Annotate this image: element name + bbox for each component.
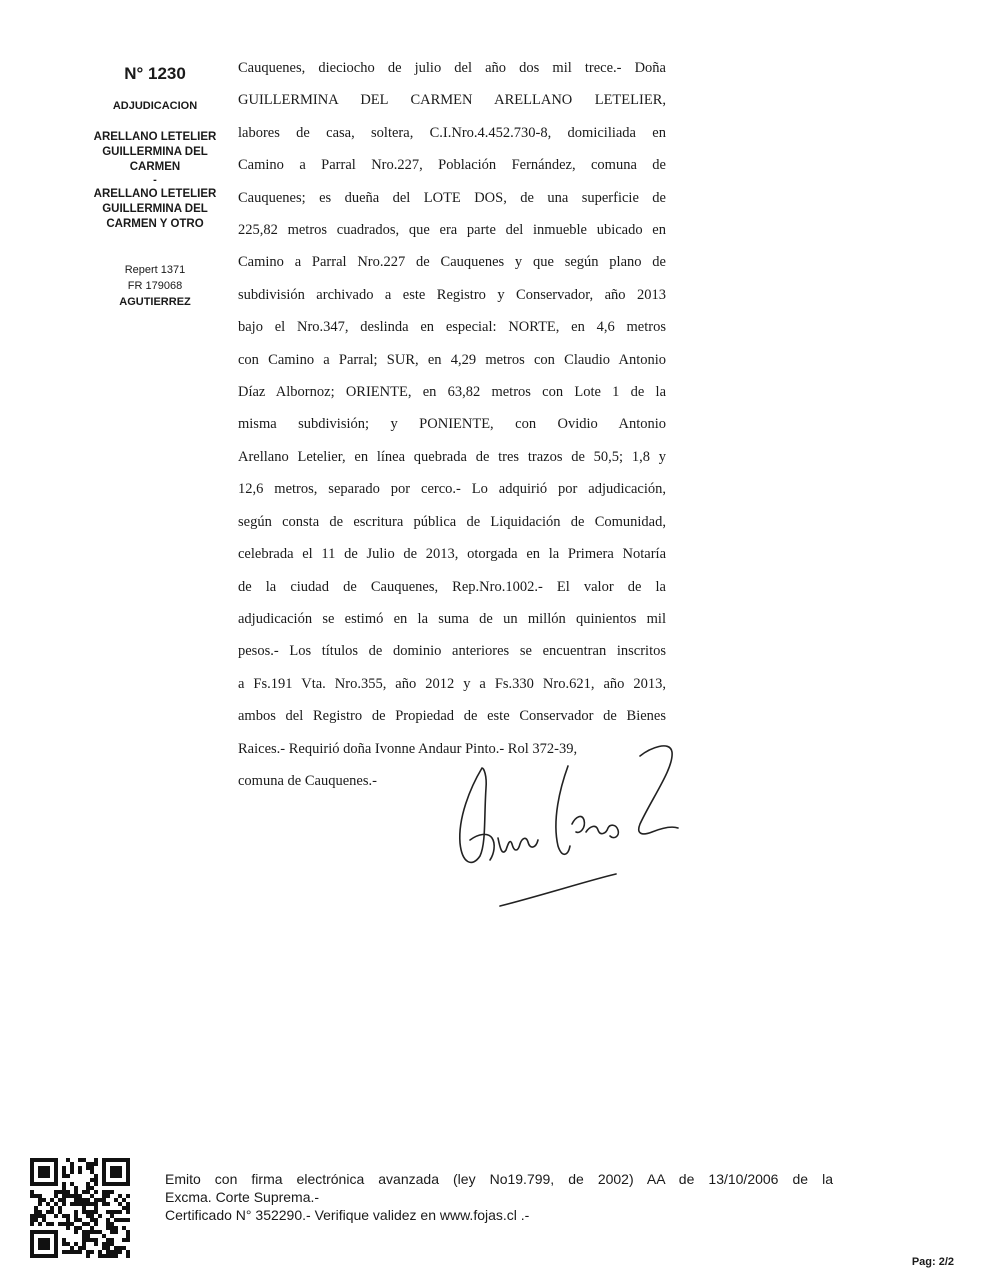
party-1-line: GUILLERMINA DEL [102, 146, 208, 158]
body-line: GUILLERMINA DEL CARMEN ARELLANO LETELIER, [238, 92, 666, 109]
body-line: Camino a Parral Nro.227 de Cauquenes y que según plano de [238, 254, 666, 271]
party-2-line: CARMEN Y OTRO [106, 218, 204, 230]
repertorio-ref: Repert 1371 [124, 264, 186, 276]
footer [30, 1158, 960, 1268]
party-1-line: CARMEN [129, 161, 181, 173]
certification-line: Emito con firma electrónica avanzada (ley No19.799, de 2002) AA de 13/10/2006 de la [165, 1171, 833, 1187]
inscription-body [238, 52, 666, 797]
body-line: Cauquenes, dieciocho de julio del año dos mil trece.- Doña [238, 60, 666, 76]
fr-ref: FR 179068 [127, 280, 183, 292]
body-line: misma subdivisión; y PONIENTE, con Ovidio Antonio [238, 416, 666, 433]
party-1-line: ARELLANO LETELIER [93, 131, 217, 143]
body-line: según consta de escritura pública de Liquidación de Comunidad, [238, 513, 666, 530]
body-line: 225,82 metros cuadrados, que era parte del inmueble ubicado en [238, 222, 666, 239]
certification-line: Certificado N° 352290.- Verifique validez en www.fojas.cl .- [165, 1207, 530, 1223]
party-2-line: ARELLANO LETELIER [93, 188, 217, 200]
body-line: pesos.- Los títulos de dominio anteriores se encuentran inscritos [238, 643, 666, 660]
body-line: de la ciudad de Cauquenes, Rep.Nro.1002.- El valor de la [238, 578, 666, 595]
entry-number: N° 1230 [124, 64, 186, 83]
body-line: Raices.- Requirió doña Ivonne Andaur Pinto.- Rol 372-39, [238, 740, 578, 757]
body-line: ambos del Registro de Propiedad de este Conservador de Bienes [238, 708, 666, 725]
party-2-line: GUILLERMINA DEL [102, 203, 208, 215]
body-line: a Fs.191 Vta. Nro.355, año 2012 y a Fs.330 Nro.621, año 2013, [238, 675, 666, 692]
party-1 [60, 130, 250, 175]
body-line: Camino a Parral Nro.227, Población Fernández, comuna de [238, 157, 666, 174]
certification-text [165, 1170, 833, 1224]
references [60, 262, 250, 310]
body-line: subdivisión archivado a este Registro y Conservador, año 2013 [238, 286, 666, 303]
body-line: labores de casa, soltera, C.I.Nro.4.452.730-8, domiciliada en [238, 124, 666, 141]
body-line: comuna de Cauquenes.- [238, 772, 377, 789]
body-line: Cauquenes; es dueña del LOTE DOS, de una superficie de [238, 189, 666, 206]
party-2 [60, 187, 250, 232]
body-line: bajo el Nro.347, deslinda en especial: NORTE, en 4,6 metros [238, 319, 666, 336]
body-line: celebrada el 11 de Julio de 2013, otorgada en la Primera Notaría [238, 546, 666, 563]
margin-notes [60, 64, 250, 310]
party-separator: - [153, 174, 157, 186]
body-line: con Camino a Parral; SUR, en 4,29 metros con Claudio Antonio [238, 351, 666, 368]
body-line: Arellano Letelier, en línea quebrada de tres trazos de 50,5; 1,8 y [238, 448, 666, 465]
qr-code-icon [30, 1158, 130, 1258]
agent-ref: AGUTIERREZ [119, 296, 191, 308]
body-line: 12,6 metros, separado por cerco.- Lo adquirió por adjudicación, [238, 481, 666, 498]
certification-line: Excma. Corte Suprema.- [165, 1189, 320, 1205]
entry-type: ADJUDICACION [112, 100, 198, 112]
handwritten-signature [440, 728, 700, 918]
body-line: adjudicación se estimó en la suma de un millón quinientos mil [238, 610, 666, 627]
body-line: Díaz Albornoz; ORIENTE, en 63,82 metros con Lote 1 de la [238, 384, 666, 401]
page-number: Pag: 2/2 [911, 1256, 954, 1268]
